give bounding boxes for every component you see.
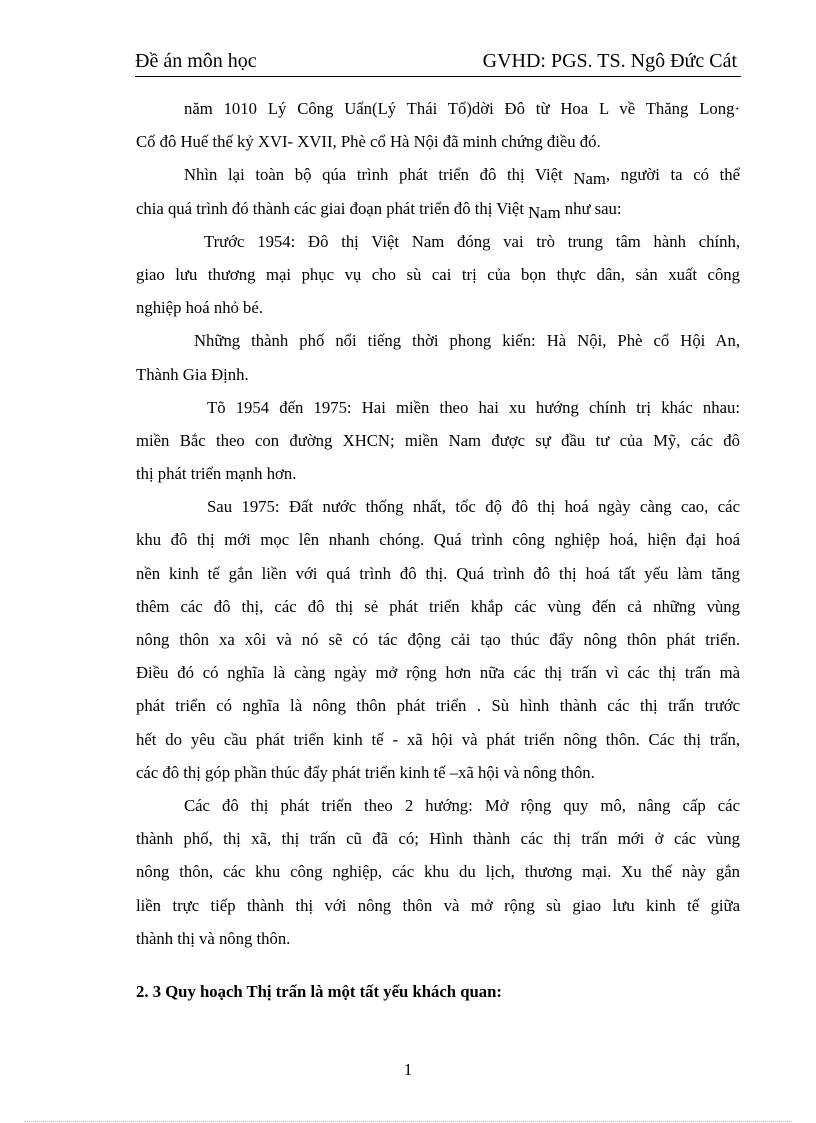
subscript-word: Nam: [528, 202, 561, 222]
text-segment: chia quá trình đó thành các giai đoạn phát triển đô thị Việt: [136, 198, 524, 218]
text-line: hết do yêu cầu phát triển kinh tế - xã hội và phát triển nông thôn. Các thị trấn,: [136, 729, 740, 749]
paragraph-5: [136, 391, 740, 491]
paragraph-1: [136, 92, 740, 158]
section-heading: 2. 3 Quy hoạch Thị trấn là một tất yếu khách quan:: [136, 982, 502, 1001]
text-line: miền Bắc theo con đường XHCN; miền Nam được sự đầu tư của Mỹ, các đô: [136, 430, 740, 450]
paragraph-3: [136, 225, 740, 325]
text-line: nông thôn xa xôi và nó sẽ có tác động cải tạo thúc đẩy nông thôn phát triển.: [136, 630, 740, 649]
text-line: phát triển có nghĩa là nông thôn phát triển . Sù hình thành các thị trấn trước: [136, 696, 740, 716]
supervisor-label: GVHD: PGS. TS. Ngô Đức Cát: [482, 50, 737, 72]
text-line: các đô thị góp phần thúc đẩy phát triển kinh tế –xã hội và nông thôn.: [136, 762, 595, 782]
text-line: Sau 1975: Đất nước thống nhất, tốc độ đô thị hoá ngày càng cao, các: [207, 497, 740, 517]
text-line: nghiệp hoá nhỏ bé.: [136, 298, 263, 318]
text-line: Những thành phố nổi tiếng thời phong kiến: Hà Nội, Phè cổ Hội An,: [194, 331, 740, 351]
text-line: liền trực tiếp thành thị với nông thôn và mở rộng sù giao lưu kinh tế giữa: [136, 895, 740, 915]
text-line: Điều đó có nghĩa là càng ngày mở rộng hơn nữa các thị trấn vì các thị trấn mà: [136, 663, 740, 683]
page-bottom-edge: [24, 1121, 792, 1122]
paragraph-7: [136, 789, 740, 955]
document-title: Đề án môn học: [135, 50, 257, 72]
text-line: Tõ 1954 đến 1975: Hai miền theo hai xu hướng chính trị khác nhau:: [207, 397, 740, 417]
subscript-word: Nam: [573, 169, 606, 189]
text-line: thành thị và nông thôn.: [136, 928, 291, 948]
text-line: [136, 192, 740, 225]
paragraph-6: [136, 490, 740, 789]
text-line: Các đô thị phát triển theo 2 hướng: Mở rộng quy mô, nâng cấp các: [184, 795, 740, 815]
paragraph-4: [136, 324, 740, 390]
body-text: [136, 92, 740, 955]
text-line: thành phố, thị xã, thị trấn cũ đã có; Hình thành các thị trấn mới ở các vùng: [136, 829, 740, 849]
text-segment: như sau:: [564, 198, 622, 218]
text-line: [136, 158, 740, 191]
text-line: nền kinh tế gắn liền với quá trình đô thị. Quá trình đô thị hoá tất yếu làm tăng: [136, 563, 740, 583]
text-line: nông thôn, các khu công nghiệp, các khu du lịch, thương mại. Xu thế này gắn: [136, 862, 740, 882]
text-line: khu đô thị mới mọc lên nhanh chóng. Quá trình công nghiệp hoá, hiện đại hoá: [136, 530, 740, 550]
text-line: Cố đô Huế thế kỷ XVI- XVII, Phè cổ Hà Nội đã minh chứng điều đó.: [136, 132, 601, 152]
text-line: thêm các đô thị, các đô thị sẻ phát triển khắp các vùng đến cả những vùng: [136, 596, 740, 616]
page-header: [135, 50, 741, 77]
text-segment: , người ta có thể: [605, 165, 741, 185]
text-line: thị phát triển mạnh hơn.: [136, 464, 297, 484]
text-line: giao lưu thương mại phục vụ cho sù cai trị của bọn thực dân, sản xuất công: [136, 264, 740, 284]
text-line: Thành Gia Định.: [136, 364, 249, 384]
text-line: Trước 1954: Đô thị Việt Nam đóng vai trò trung tâm hành chính,: [204, 231, 740, 251]
page-number: 1: [403, 1060, 413, 1079]
text-line: năm 1010 Lý Công Uẩn(Lý Thái Tổ)dời Đô từ Hoa L về Thăng Long·: [184, 99, 740, 118]
paragraph-2: [136, 158, 740, 224]
text-segment: Nhìn lại toàn bộ qúa trình phát triển đô thị Việt: [184, 165, 563, 185]
